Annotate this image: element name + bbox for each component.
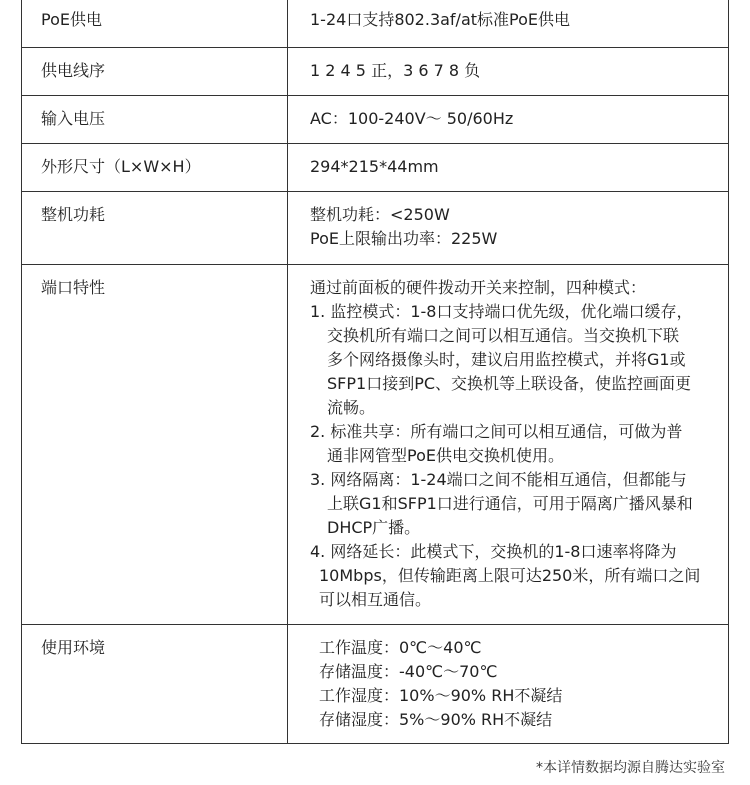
mode-head: 2. 标准共享：所有端口之间可以相互通信，可做为普: [310, 422, 683, 441]
power-line: 整机功耗：<250W: [310, 205, 450, 224]
mode-head: 1. 监控模式：1-8口支持端口优先级，优化端口缓存，: [310, 302, 693, 321]
spec-label: 外形尺寸（L×W×H）: [22, 144, 288, 192]
footnote: *本详情数据均源自腾达实验室: [536, 760, 725, 776]
modes-intro: 通过前面板的硬件拨动开关来控制，四种模式：: [310, 278, 647, 297]
mode-cont: 10Mbps，但传输距离上限可达250米，所有端口之间: [319, 566, 701, 585]
spec-label: 整机功耗: [22, 192, 288, 265]
mode-item: [310, 420, 714, 468]
spec-table: [21, 0, 729, 744]
mode-cont: DHCP广播。: [327, 518, 421, 537]
mode-cont: SFP1口接到PC、交换机等上联设备，使监控画面更: [327, 374, 692, 393]
mode-item: [310, 540, 714, 612]
mode-head: 4. 网络延长：此模式下，交换机的1-8口速率将降为: [310, 542, 677, 561]
table-row: [22, 96, 729, 144]
env-line: 存储温度：-40℃～70℃: [319, 662, 498, 681]
spec-value: [288, 192, 729, 265]
env-line: 工作湿度：10%～90% RH不凝结: [319, 686, 563, 705]
mode-cont: 上联G1和SFP1口进行通信，可用于隔离广播风暴和: [327, 494, 693, 513]
env-line: 存储湿度：5%～90% RH不凝结: [319, 710, 553, 729]
spec-label: 端口特性: [22, 265, 288, 625]
mode-item: [310, 300, 714, 420]
spec-label: PoE供电: [22, 0, 288, 48]
spec-value: [288, 625, 729, 744]
mode-cont: 流畅。: [327, 398, 376, 417]
table-row: [22, 265, 729, 625]
spec-value: 1 2 4 5 正，3 6 7 8 负: [288, 48, 729, 96]
mode-cont: 多个网络摄像头时，建议启用监控模式，并将G1或: [327, 350, 686, 369]
env-line: 工作温度：0℃～40℃: [319, 638, 482, 657]
table-row: [22, 0, 729, 48]
spec-label: 输入电压: [22, 96, 288, 144]
table-row: [22, 144, 729, 192]
mode-cont: 通非网管型PoE供电交换机使用。: [327, 446, 564, 465]
spec-label: 使用环境: [22, 625, 288, 744]
mode-cont: 可以相互通信。: [319, 590, 432, 609]
table-row: [22, 625, 729, 744]
mode-head: 3. 网络隔离：1-24端口之间不能相互通信，但都能与: [310, 470, 687, 489]
spec-value: 1-24口支持802.3af/at标准PoE供电: [288, 0, 729, 48]
mode-cont: 交换机所有端口之间可以相互通信。当交换机下联: [327, 326, 680, 345]
spec-value: 294*215*44mm: [288, 144, 729, 192]
spec-label: 供电线序: [22, 48, 288, 96]
spec-value: [288, 265, 729, 625]
table-row: [22, 192, 729, 265]
table-row: [22, 48, 729, 96]
power-line: PoE上限输出功率：225W: [310, 229, 498, 248]
mode-item: [310, 468, 714, 540]
spec-value: AC：100-240V～ 50/60Hz: [288, 96, 729, 144]
